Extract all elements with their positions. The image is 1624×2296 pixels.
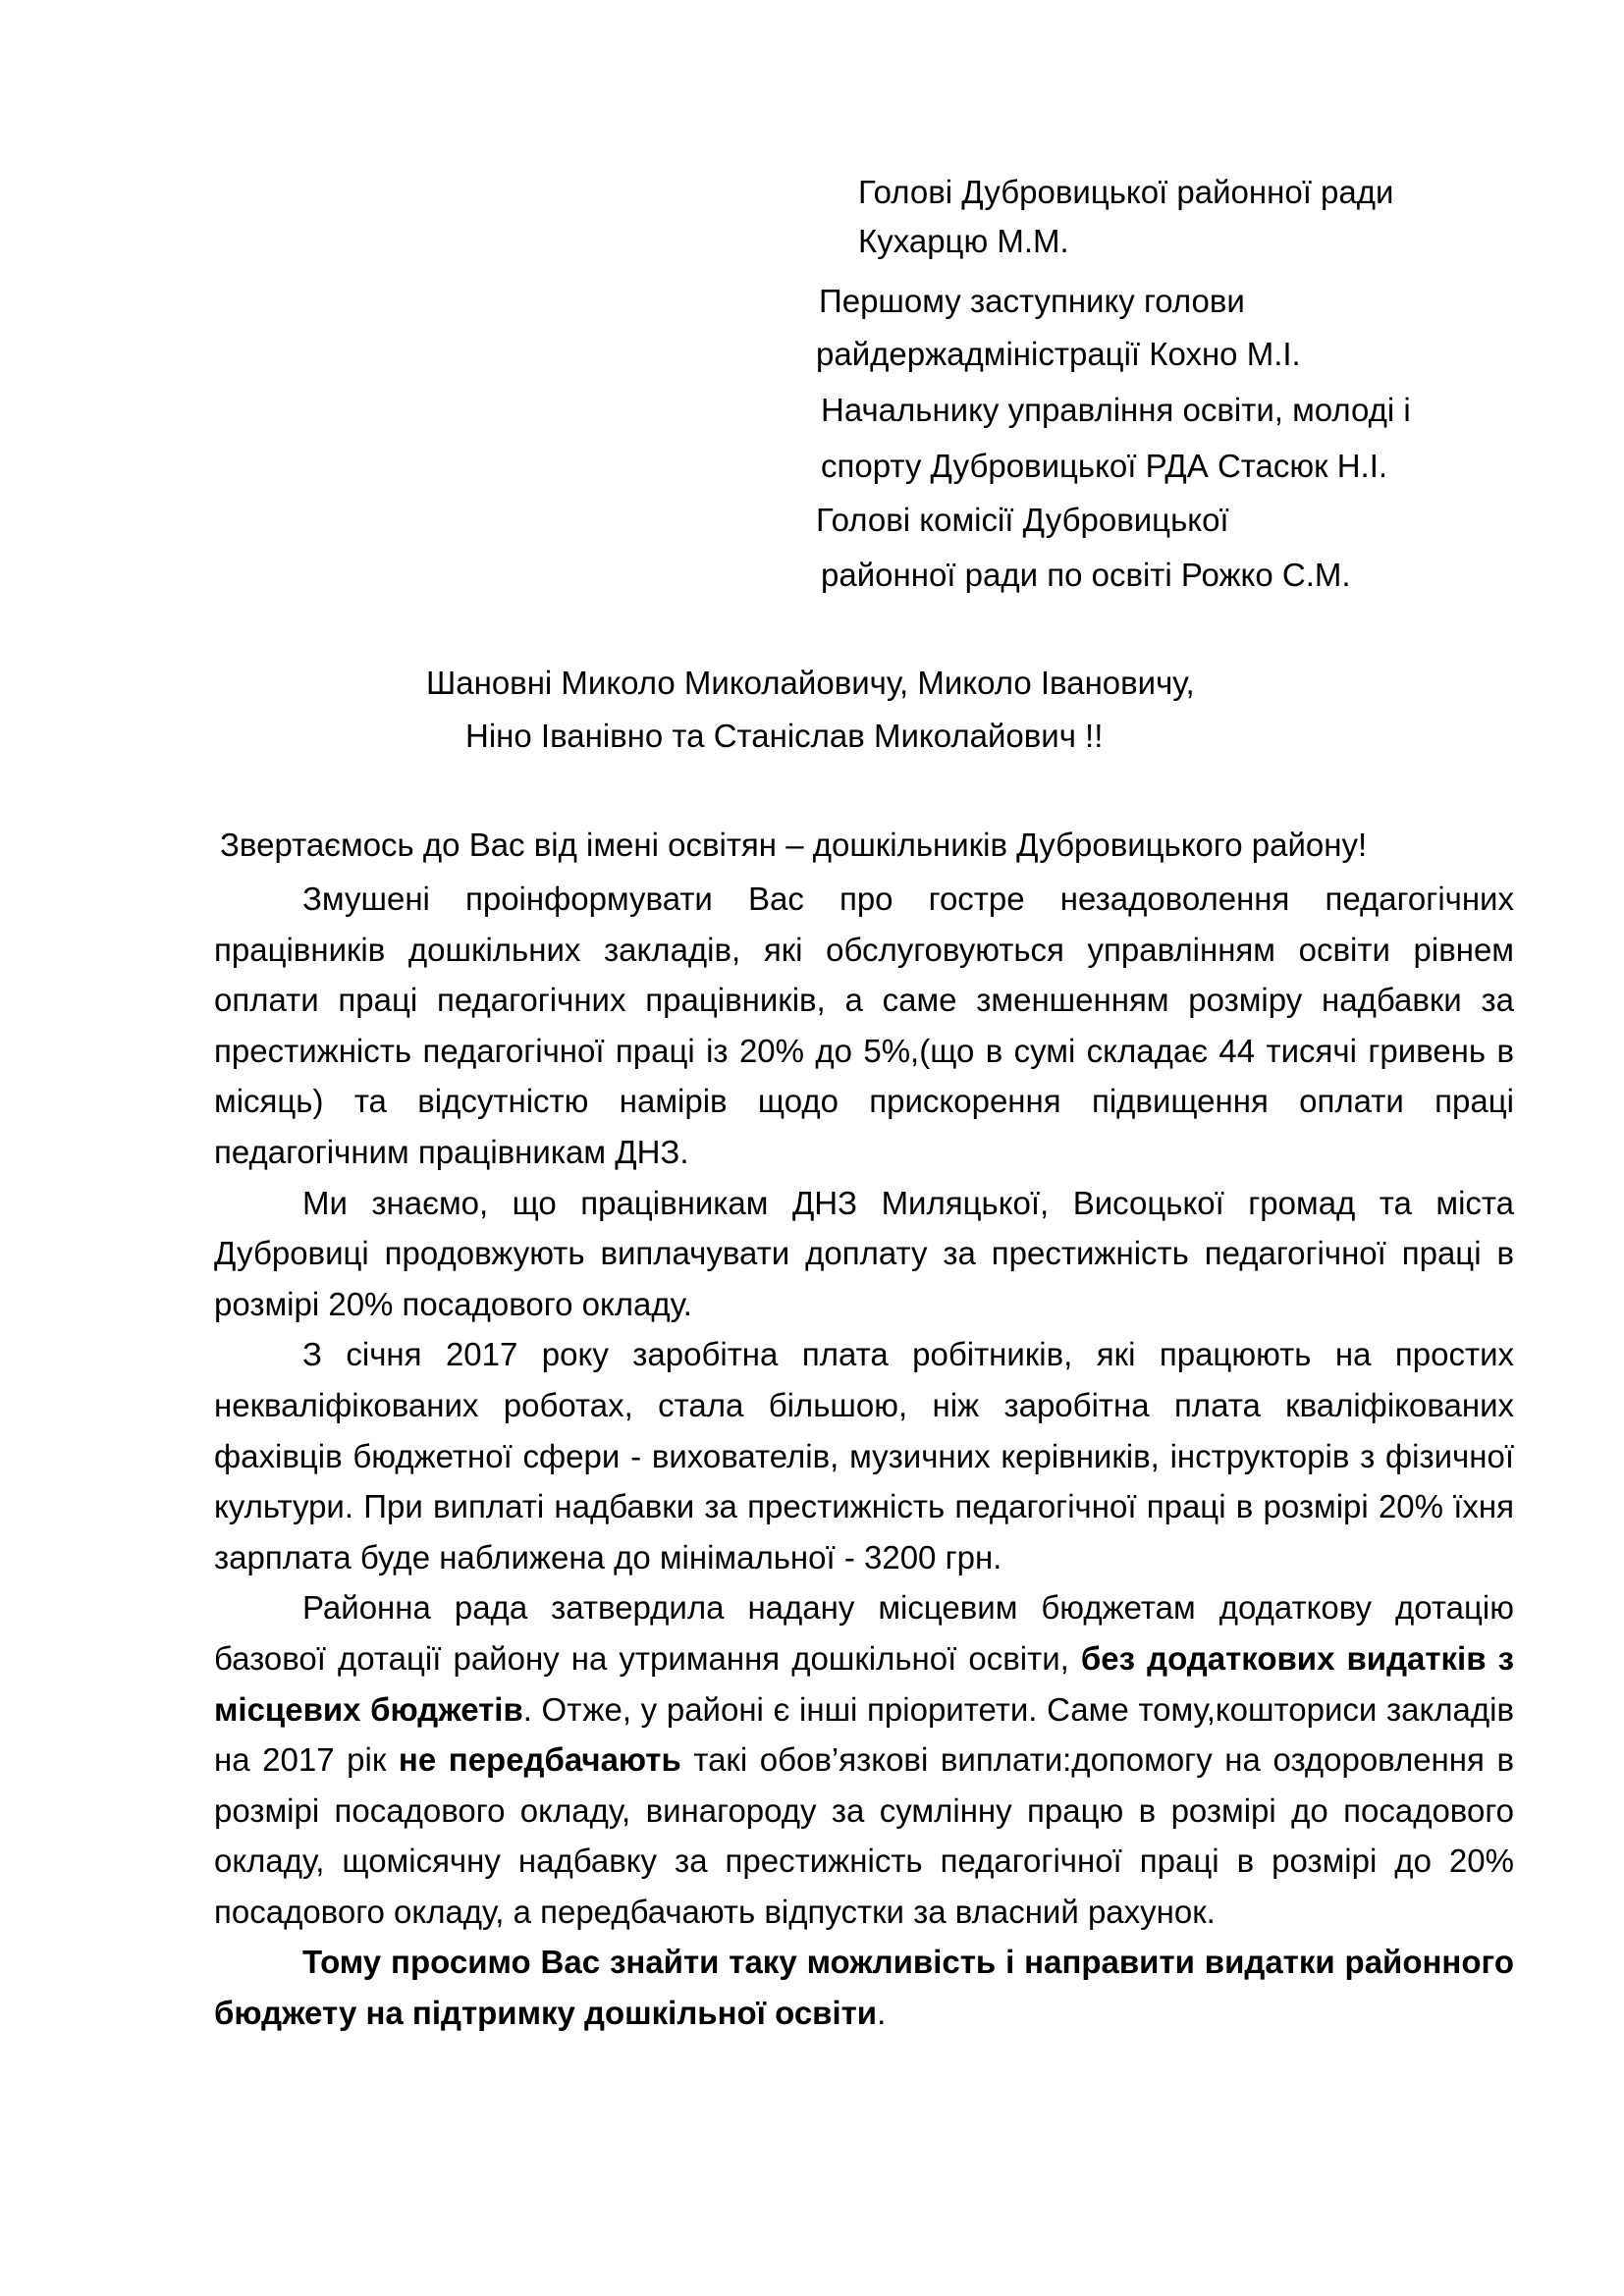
paragraph: З січня 2017 року заробітна плата робітників, які працюють на простих некваліфікованих роботах, стала більшою, ніж заробітна плата кваліфікованих фахівців бюджетної сфери - вихователів, музичних керівників, інструкторів з фізичної культури. При виплаті надбавки за престижність педагогічної праці в розмірі 20% їхня зарплата буде наближена до мінімальної - 3200 грн. xyxy=(214,1336,1514,1575)
bold-text-run: без додаткових видатків з місцевих бюджетів xyxy=(214,1639,1514,1728)
paragraph: Змушені проінформувати Вас про гостре незадоволення педагогічних працівників дошкільних закладів, які обслуговуються управлінням освіти рівнем оплати праці педагогічних працівників, а саме зменшенням розміру надбавки за престижність педагогічної праці із 20% до 5%,(що в сумі складає 44 тисячі гривень в місяць) та відсутністю намірів щодо прискорення підвищення оплати праці педагогічним працівникам ДНЗ. xyxy=(214,881,1514,1170)
text-run: . Отже, у районі є інші пріоритети. Саме тому,кошториси закладів на 2017 рік xyxy=(214,1690,1514,1779)
text-run: . xyxy=(877,1995,887,2032)
bold-text-run: не передбачають xyxy=(398,1741,681,1779)
addressee-line: Голові Дубровицької районної ради xyxy=(858,174,1394,210)
salutation-line: Шановні Миколо Миколайовичу, Миколо Івановичу, xyxy=(426,665,1195,701)
paragraph xyxy=(214,1582,1514,1937)
paragraph: Ми знаємо, що працівникам ДНЗ Миляцької, Висоцької громад та міста Дубровиці продовжують виплачувати доплату за престижність педагогічної праці в розмірі 20% посадового окладу. xyxy=(214,1184,1514,1322)
addressee-line: спорту Дубровицької РДА Стасюк Н.І. xyxy=(821,448,1388,484)
addressee-line: Кухарцю М.М. xyxy=(858,223,1069,259)
bold-text-run: Тому просимо Вас знайти таку можливість і направити видатки районного бюджету на підтримку дошкільної освіти xyxy=(214,1944,1514,2032)
salutation-line: Ніно Іванівно та Станіслав Миколайович !! xyxy=(465,718,1104,754)
addressee-line: райдержадміністрації Кохно М.І. xyxy=(816,336,1301,372)
closing-request xyxy=(214,1937,1514,2038)
addressee-line: Начальнику управління освіти, молоді і xyxy=(821,392,1411,428)
addressee-line: районної ради по освіті Рожко С.М. xyxy=(821,557,1351,593)
letter-body xyxy=(214,874,1514,2039)
text-run: Районна рада затвердила надану місцевим бюджетам додаткову дотацію базової дотації району на утримання дошкільної освіти, xyxy=(214,1589,1514,1677)
text-run: такі обов’язкові виплати:допомогу на оздоровлення в розмірі посадового окладу, винагороду за сумлінну працю в розмірі до посадового окладу, щомісячну надбавку за престижність педагогічної праці в розмірі до 20% посадового окладу, а передбачають відпустки за власний рахунок. xyxy=(214,1741,1514,1930)
opening-line: Звертаємось до Вас від імені освітян – дошкільників Дубровицького району! xyxy=(220,827,1368,863)
addressee-line: Першому заступнику голови xyxy=(819,283,1245,319)
addressee-line: Голові комісії Дубровицької xyxy=(816,502,1229,538)
